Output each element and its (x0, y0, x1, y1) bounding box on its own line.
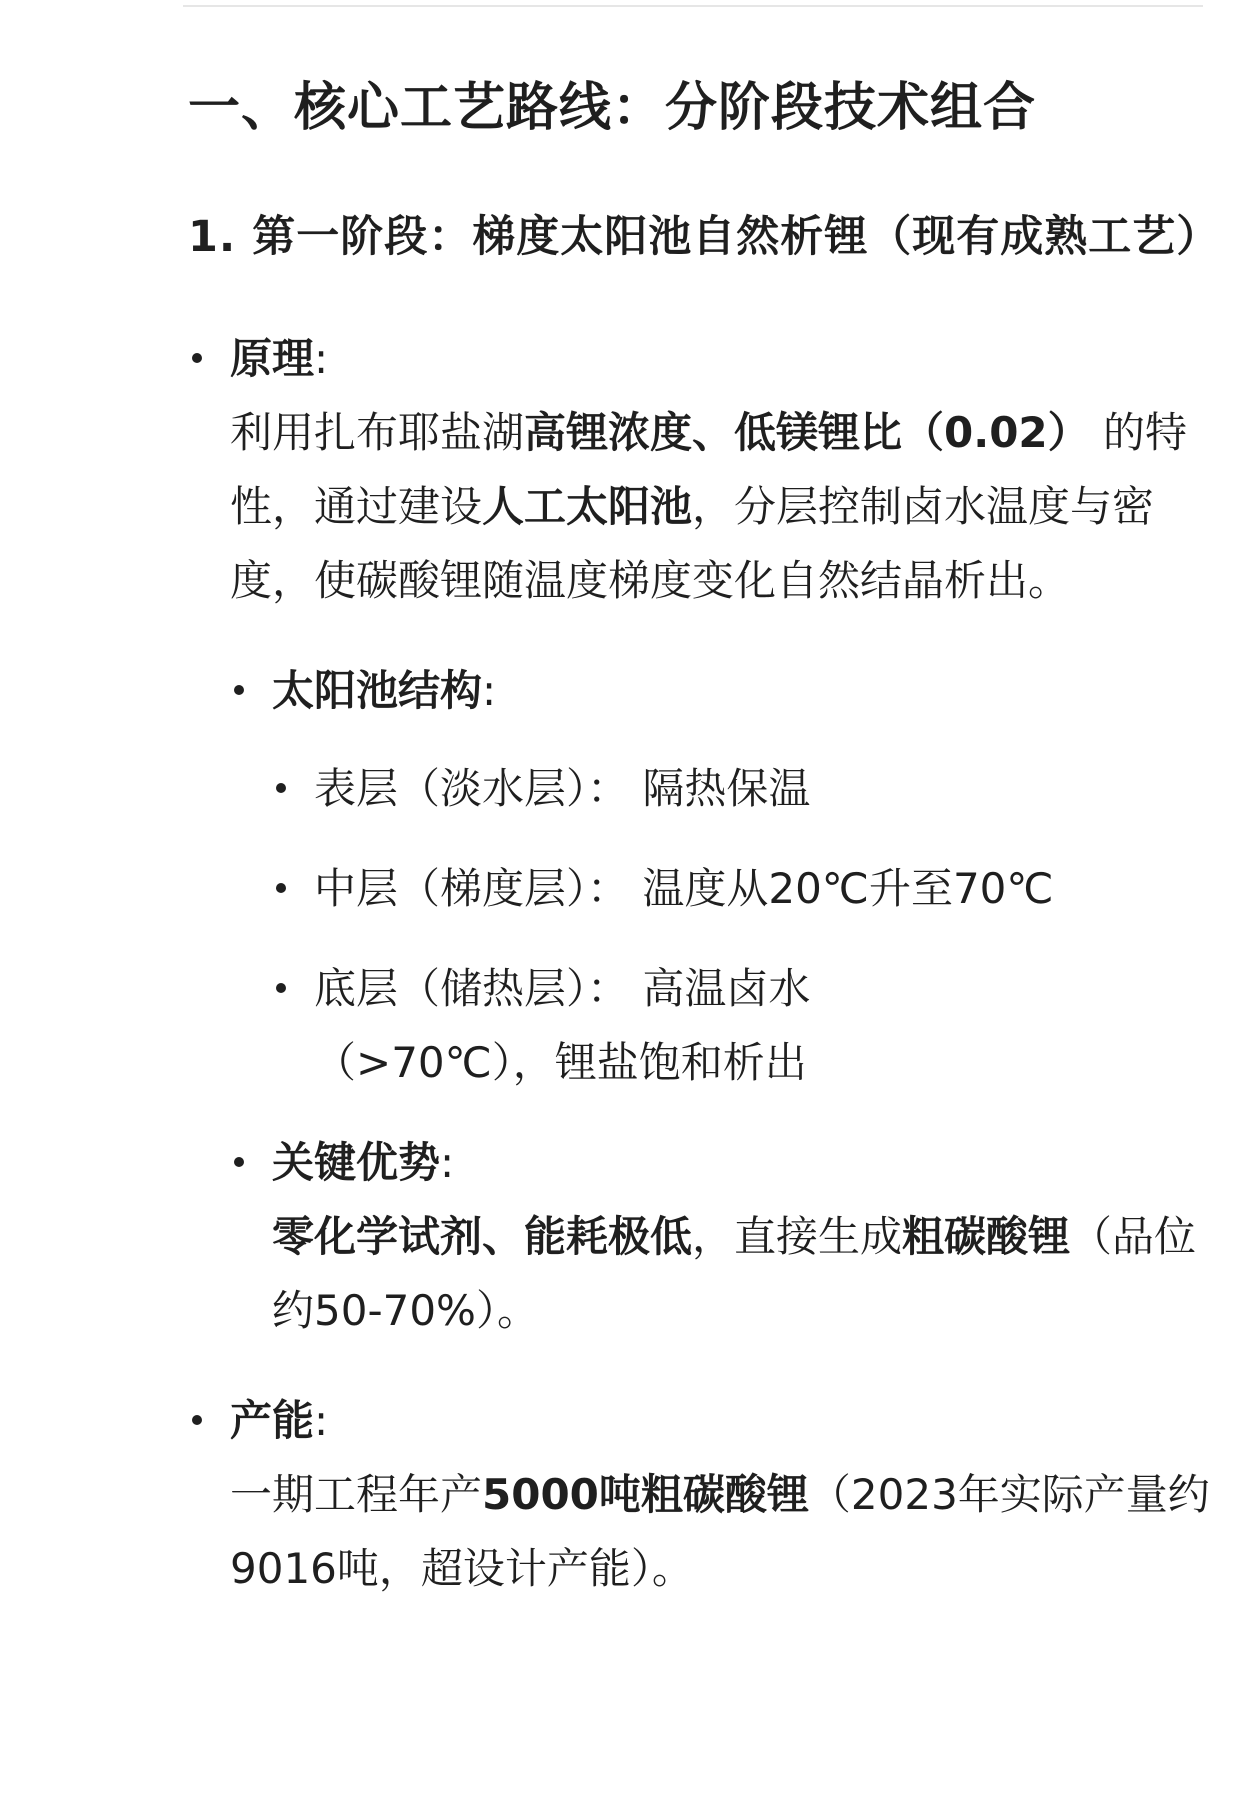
structure-item (230, 654, 1218, 1100)
structure-colon: : (482, 666, 497, 715)
advantage-text-1: ，直接生成 (692, 1212, 903, 1261)
principle-text-2: 的特性，通过建设 (230, 408, 1188, 531)
capacity-label-line (230, 1384, 1218, 1458)
main-bullet-list (188, 322, 1218, 1606)
principle-bold-1: 高锂浓度、低镁锂比（0.02） (524, 408, 1090, 457)
capacity-text-1: 一期工程年产 (230, 1470, 483, 1519)
principle-colon: : (314, 334, 329, 383)
principle-sub-list (230, 654, 1218, 1348)
bullet-dot (276, 983, 286, 993)
structure-label: 太阳池结构 (272, 666, 483, 715)
capacity-item (188, 1384, 1218, 1606)
capacity-bold-1: 5000吨粗碳酸锂 (482, 1470, 809, 1519)
layer-text: 中层（梯度层）： 温度从20℃升至70℃ (314, 864, 1054, 913)
principle-text-1: 利用扎布耶盐湖 (230, 408, 525, 457)
top-divider (183, 5, 1203, 7)
bullet-dot (192, 353, 202, 363)
capacity-paragraph (230, 1384, 1218, 1606)
section-heading: 一、核心工艺路线：分阶段技术组合 (188, 78, 1037, 138)
principle-item (188, 322, 1218, 1348)
article-content (188, 70, 1221, 1606)
advantage-colon: : (440, 1138, 455, 1187)
principle-label-line (230, 322, 1218, 396)
principle-bold-2: 人工太阳池 (482, 482, 693, 531)
advantage-paragraph (272, 1126, 1218, 1348)
principle-label: 原理 (230, 334, 315, 383)
advantage-label-line (272, 1126, 1218, 1200)
advantage-bold-1: 零化学试剂、能耗极低 (272, 1212, 693, 1261)
layer-item-bottom (272, 952, 874, 1100)
bullet-dot (276, 783, 286, 793)
bullet-dot (234, 1157, 244, 1167)
stage-heading: 1. 第一阶段：梯度太阳池自然析锂（现有成熟工艺） (188, 212, 1221, 262)
layer-text: 底层（储热层）： 高温卤水（>70℃），锂盐饱和析出 (314, 964, 811, 1087)
advantage-bold-2: 粗碳酸锂 (902, 1212, 1071, 1261)
advantage-text-2: （品位约50-70%）。 (272, 1212, 1197, 1335)
capacity-colon: : (314, 1396, 329, 1445)
layer-item-surface (272, 752, 1218, 826)
advantage-item (230, 1126, 1218, 1348)
bullet-dot (234, 685, 244, 695)
layer-item-middle (272, 852, 1218, 926)
structure-label-line (272, 654, 1218, 728)
advantage-label: 关键优势 (272, 1138, 441, 1187)
layer-text: 表层（淡水层）： 隔热保温 (314, 764, 811, 813)
principle-text-3: ，分层控制卤水温度与密度，使碳酸锂随温度梯度变化自然结晶析出。 (230, 482, 1155, 605)
bullet-dot (276, 883, 286, 893)
capacity-text-2: （2023年实际产量约9016吨，超设计产能）。 (230, 1470, 1210, 1593)
capacity-label: 产能 (230, 1396, 315, 1445)
bullet-dot (192, 1415, 202, 1425)
layer-list (272, 752, 1218, 1100)
principle-paragraph (230, 322, 1218, 618)
